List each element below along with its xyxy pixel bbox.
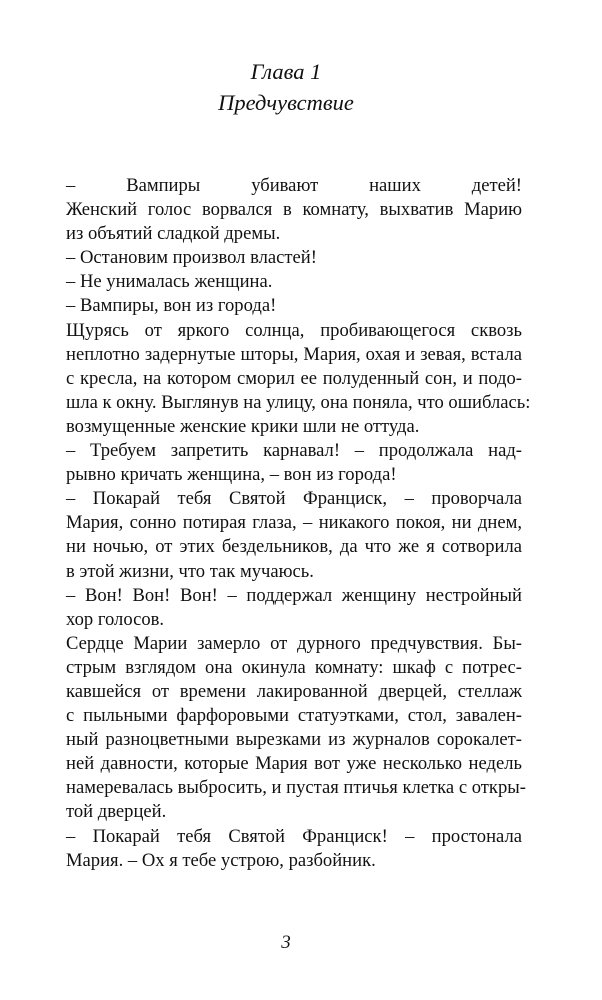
chapter-number: Глава 1 (250, 59, 322, 84)
text-line: Мария, сонно потирая глаза, – никакого покоя, ни днем, (66, 512, 522, 534)
text-line: рывно кричать женщина, – вон из города! (66, 464, 397, 486)
page-number: 3 (281, 932, 291, 953)
text-line: той дверцей. (66, 801, 167, 823)
text-line: намеревалась выбросить, и пустая птичья клетка с откры- (66, 777, 526, 799)
text-line: – Покарай тебя Святой Франциск, – проворчала (66, 488, 522, 510)
text-line: возмущенные женские крики шли не оттуда. (66, 415, 420, 437)
text-line: – Покарай тебя Святой Франциск! – простонала (66, 825, 522, 847)
text-line: ней давности, которые Мария вот уже несколько недель (66, 753, 522, 775)
text-line: Женский голос ворвался в комнату, выхватив Марию (66, 199, 522, 221)
text-line: Мария. – Ох я тебе устрою, разбойник. (66, 849, 376, 871)
text-line: стрым взглядом она окинула комнату: шкаф с потрес- (66, 656, 522, 678)
chapter-title: Предчувствие (218, 90, 354, 115)
text-line: ный разноцветными вырезками из журналов сорокалет- (66, 729, 522, 751)
text-line: с кресла, на котором сморил ее полуденный сон, и подо- (66, 367, 522, 389)
text-line: неплотно задернутые шторы, Мария, охая и зевая, встала (66, 343, 522, 365)
text-line: – Вампиры убивают наших детей! (66, 175, 522, 196)
text-line: Щурясь от яркого солнца, пробивающегося сквозь (66, 319, 522, 341)
text-line: с пыльными фарфоровыми статуэтками, стол, завален- (66, 705, 522, 727)
chapter-heading (0, 56, 572, 118)
text-line: кавшейся от времени лакированной дверцей, стеллаж (66, 680, 522, 702)
text-line: шла к окну. Выглянув на улицу, она поняла, что ошиблась: (66, 391, 531, 413)
text-line: – Вампиры, вон из города! (66, 295, 277, 317)
text-line: из объятий сладкой дремы. (66, 223, 281, 245)
chapter-body-text (66, 174, 531, 873)
text-line: в этой жизни, что так мучаюсь. (66, 560, 314, 582)
text-line: ни ночью, от этих бездельников, да что же я сотворила (66, 536, 522, 558)
text-line: – Остановим произвол властей! (66, 247, 317, 269)
text-line: – Не унималась женщина. (66, 271, 273, 293)
text-line: Сердце Марии замерло от дурного предчувствия. Бы- (66, 632, 522, 654)
text-line: хор голосов. (66, 608, 165, 630)
text-line: – Требуем запретить карнавал! – продолжала над- (66, 440, 522, 462)
text-line: – Вон! Вон! Вон! – поддержал женщину нестройный (66, 584, 522, 606)
